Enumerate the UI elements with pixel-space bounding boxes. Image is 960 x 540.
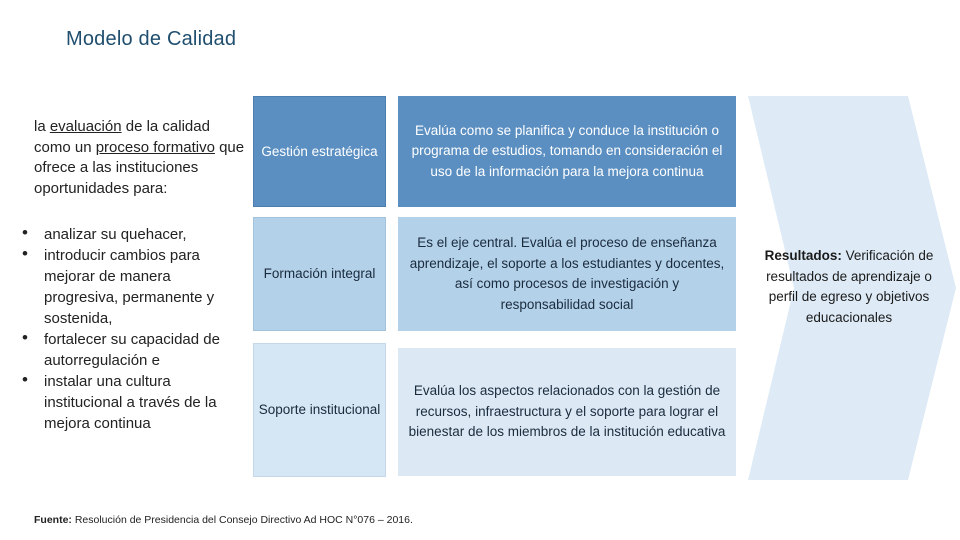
- intro-link-evaluacion: evaluación: [49, 118, 122, 135]
- intro-text: [34, 117, 249, 199]
- source-label: Fuente:: [34, 514, 72, 526]
- category-label: Gestión estratégica: [261, 143, 378, 159]
- bullet-item: • instalar una cultura institucional a través de la mejora continua: [22, 371, 242, 434]
- results-text: [754, 246, 944, 328]
- intro-link-proceso-formativo: proceso formativo: [95, 138, 215, 156]
- description-gestion-estrategica: [398, 96, 736, 207]
- category-gestion-estrategica: [253, 96, 386, 207]
- bullet-item: • introducir cambios para mejorar de manera progresiva, permanente y sostenida,: [22, 245, 242, 329]
- slide-title: Modelo de Calidad: [66, 28, 237, 50]
- results-label: Resultados:: [764, 248, 842, 263]
- category-description: Evalúa los aspectos relacionados con la gestión de recursos, infraestructura y el soporte para lograr el bienestar de los miembros de la institución educativa: [408, 383, 726, 440]
- description-soporte-institucional: [398, 348, 736, 476]
- description-formacion-integral: [398, 217, 736, 331]
- intro-part-1: la: [34, 118, 50, 135]
- bullet-list: [22, 224, 242, 434]
- category-description: Es el eje central. Evalúa el proceso de enseñanza aprendizaje, el soporte a los estudiantes y docentes, así como procesos de investigación y responsabilidad social: [409, 235, 725, 312]
- category-soporte-institucional: [253, 343, 386, 477]
- bullet-item: • fortalecer su capacidad de autorregulación e: [22, 329, 242, 371]
- intro-part-2: de la calidad como un: [34, 118, 210, 156]
- category-label: Soporte institucional: [258, 402, 381, 417]
- intro-part-3: que ofrece a las instituciones oportunidades para:: [34, 138, 245, 197]
- source-footnote: [34, 514, 413, 526]
- results-description: Verificación de resultados de aprendizaje o perfil de egreso y objetivos educacionales: [766, 248, 934, 325]
- category-description: Evalúa como se planifica y conduce la institución o programa de estudios, tomando en consideración el uso de la información para la mejora continua: [411, 122, 723, 179]
- bullet-item: • analizar su quehacer,: [22, 224, 242, 245]
- category-label: Formación integral: [263, 266, 376, 281]
- category-formacion-integral: [253, 217, 386, 331]
- source-text: Resolución de Presidencia del Consejo Directivo Ad HOC N°076 – 2016.: [71, 514, 413, 526]
